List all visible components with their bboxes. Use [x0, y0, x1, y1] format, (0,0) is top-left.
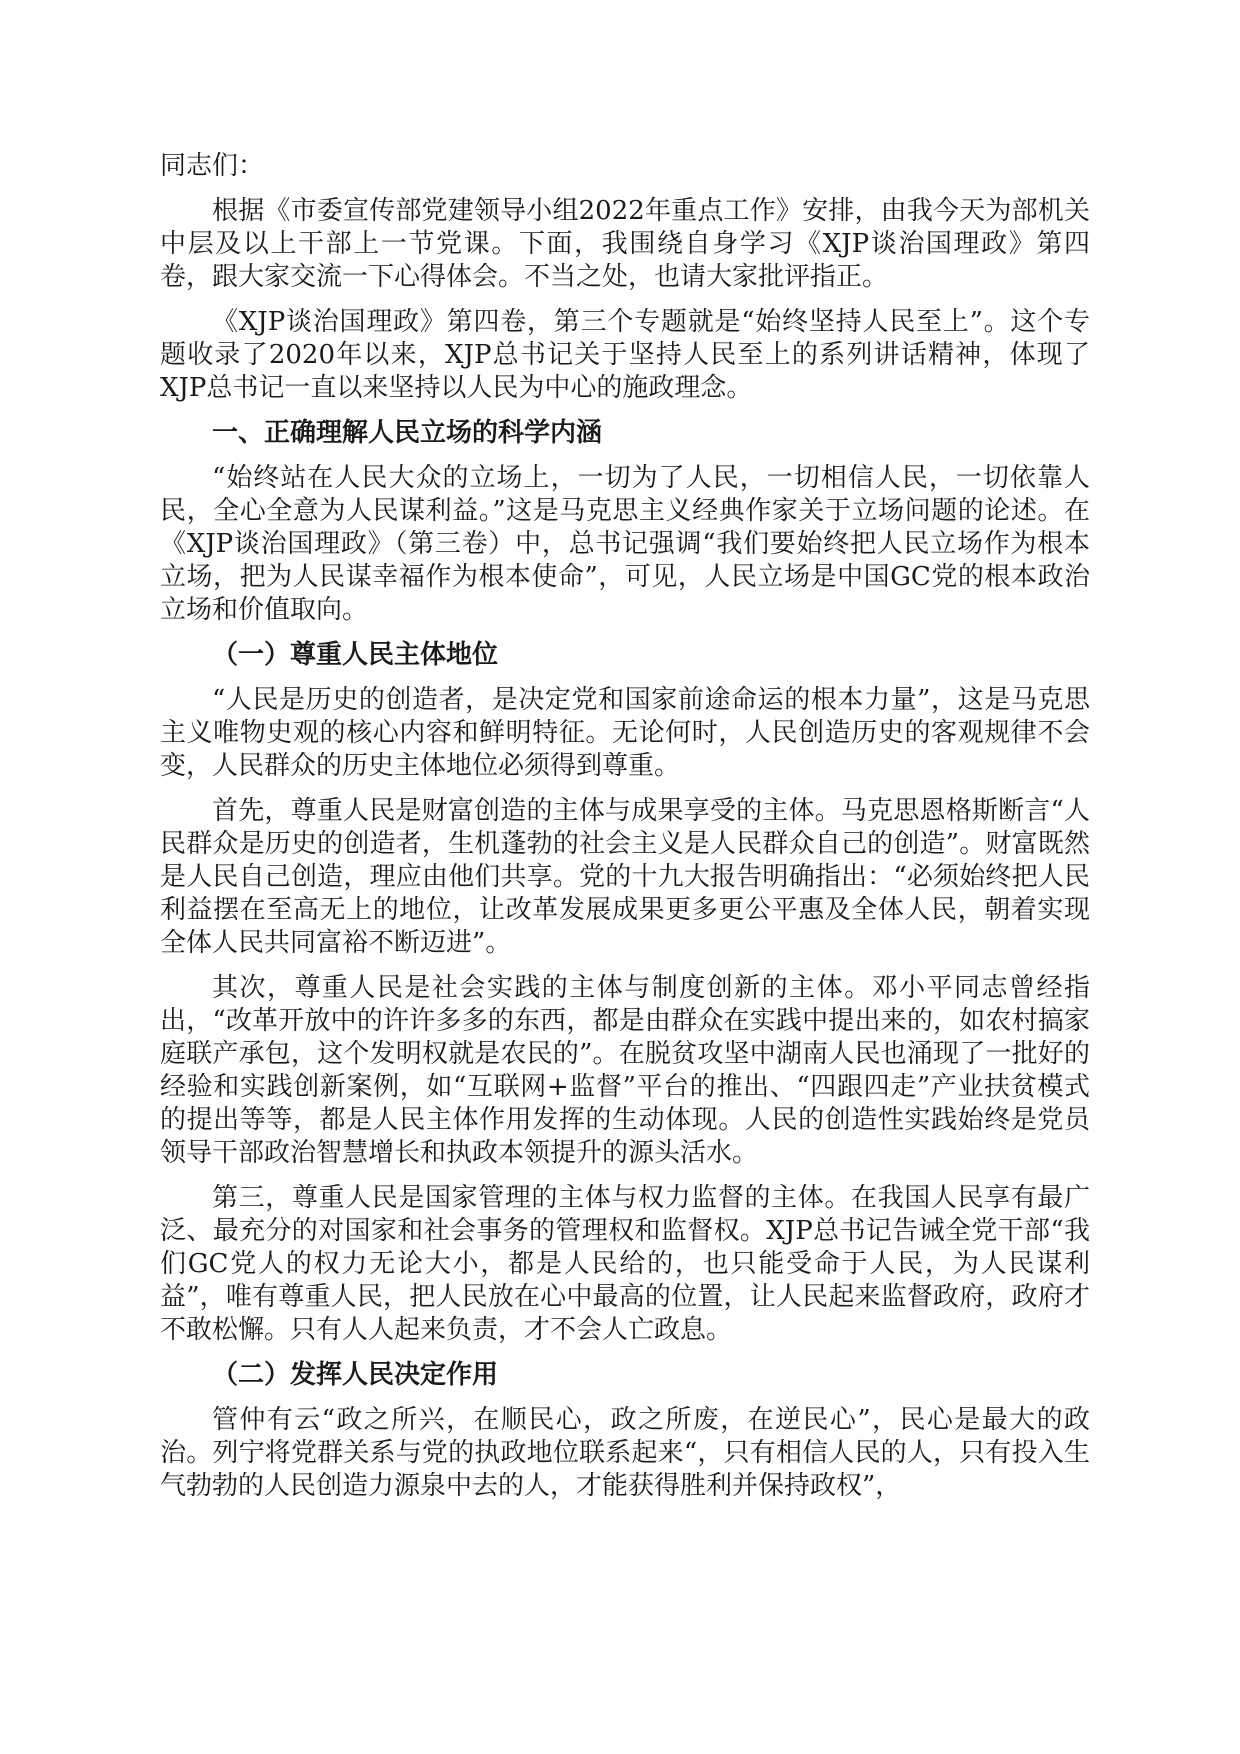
paragraph-third-point: 第三，尊重人民是国家管理的主体与权力监督的主体。在我国人民享有最广泛、最充分的对国家和社会事务的管理权和监督权。XJP总书记告诫全党干部“我们GC党人的权力无论大小，都是人民给的，也只能受命于人民，为人民谋利益”，唯有尊重人民，把人民放在心中最高的位置，让人民起来监督政府，政府才不敢松懈。只有人人起来负责，才不会人亡政息。 [160, 1183, 1090, 1345]
section-heading-1: 一、正确理解人民立场的科学内涵 [212, 418, 603, 448]
paragraph-history-creators: “人民是历史的创造者，是决定党和国家前途命运的根本力量”，这是马克思主义唯物史观的核心内容和鲜明特征。无论何时，人民创造历史的客观规律不会变，人民群众的历史主体地位必须得到尊重。 [160, 685, 1090, 781]
paragraph-second-point: 其次，尊重人民是社会实践的主体与制度创新的主体。邓小平同志曾经指出，“改革开放中的许许多多的东西，都是由群众在实践中提出来的，如农村搞家庭联产承包，这个发明权就是农民的”。在脱贫攻坚中湖南人民也涌现了一批好的经验和实践创新案例，如“互联网+监督”平台的推出、“四跟四走”产业扶贫模式的提出等等，都是人民主体作用发挥的生动体现。人民的创造性实践始终是党员领导干部政治智慧增长和执政本领提升的源头活水。 [160, 973, 1090, 1168]
paragraph-public-will: 管仲有云“政之所兴，在顺民心，政之所废，在逆民心”，民心是最大的政治。列宁将党群关系与党的执政地位联系起来“，只有相信人民的人，只有投入生气勃勃的人民创造力源泉中去的人，才能获得胜利并保持政权”， [160, 1405, 1090, 1501]
paragraph-topic: 《XJP谈治国理政》第四卷，第三个专题就是“始终坚持人民至上”。这个专题收录了2020年以来，XJP总书记关于坚持人民至上的系列讲话精神，体现了XJP总书记一直以来坚持以人民为中心的施政理念。 [160, 307, 1090, 403]
paragraph-first-point: 首先，尊重人民是财富创造的主体与成果享受的主体。马克思恩格斯断言“人民群众是历史的创造者，生机蓬勃的社会主义是人民群众自己的创造”。财富既然是人民自己创造，理应由他们共享。党的十九大报告明确指出：“必须始终把人民利益摆在至高无上的地位，让改革发展成果更多更公平惠及全体人民，朝着实现全体人民共同富裕不断迈进”。 [160, 796, 1090, 958]
paragraph-intro: 根据《市委宣传部党建领导小组2022年重点工作》安排，由我今天为部机关中层及以上干部上一节党课。下面，我围绕自身学习《XJP谈治国理政》第四卷，跟大家交流一下心得体会。不当之处，也请大家批评指正。 [160, 196, 1090, 292]
subsection-heading-2: （二）发挥人民决定作用 [212, 1360, 499, 1390]
document-page [160, 150, 1090, 1515]
paragraph-people-stance: “始终站在人民大众的立场上，一切为了人民，一切相信人民，一切依靠人民，全心全意为人民谋利益。”这是马克思主义经典作家关于立场问题的论述。在《XJP谈治国理政》（第三卷）中，总书记强调“我们要始终把人民立场作为根本立场，把为人民谋幸福作为根本使命”，可见，人民立场是中国GC党的根本政治立场和价值取向。 [160, 463, 1090, 625]
subsection-heading-1: （一）尊重人民主体地位 [212, 640, 499, 670]
greeting: 同志们： [160, 151, 265, 181]
